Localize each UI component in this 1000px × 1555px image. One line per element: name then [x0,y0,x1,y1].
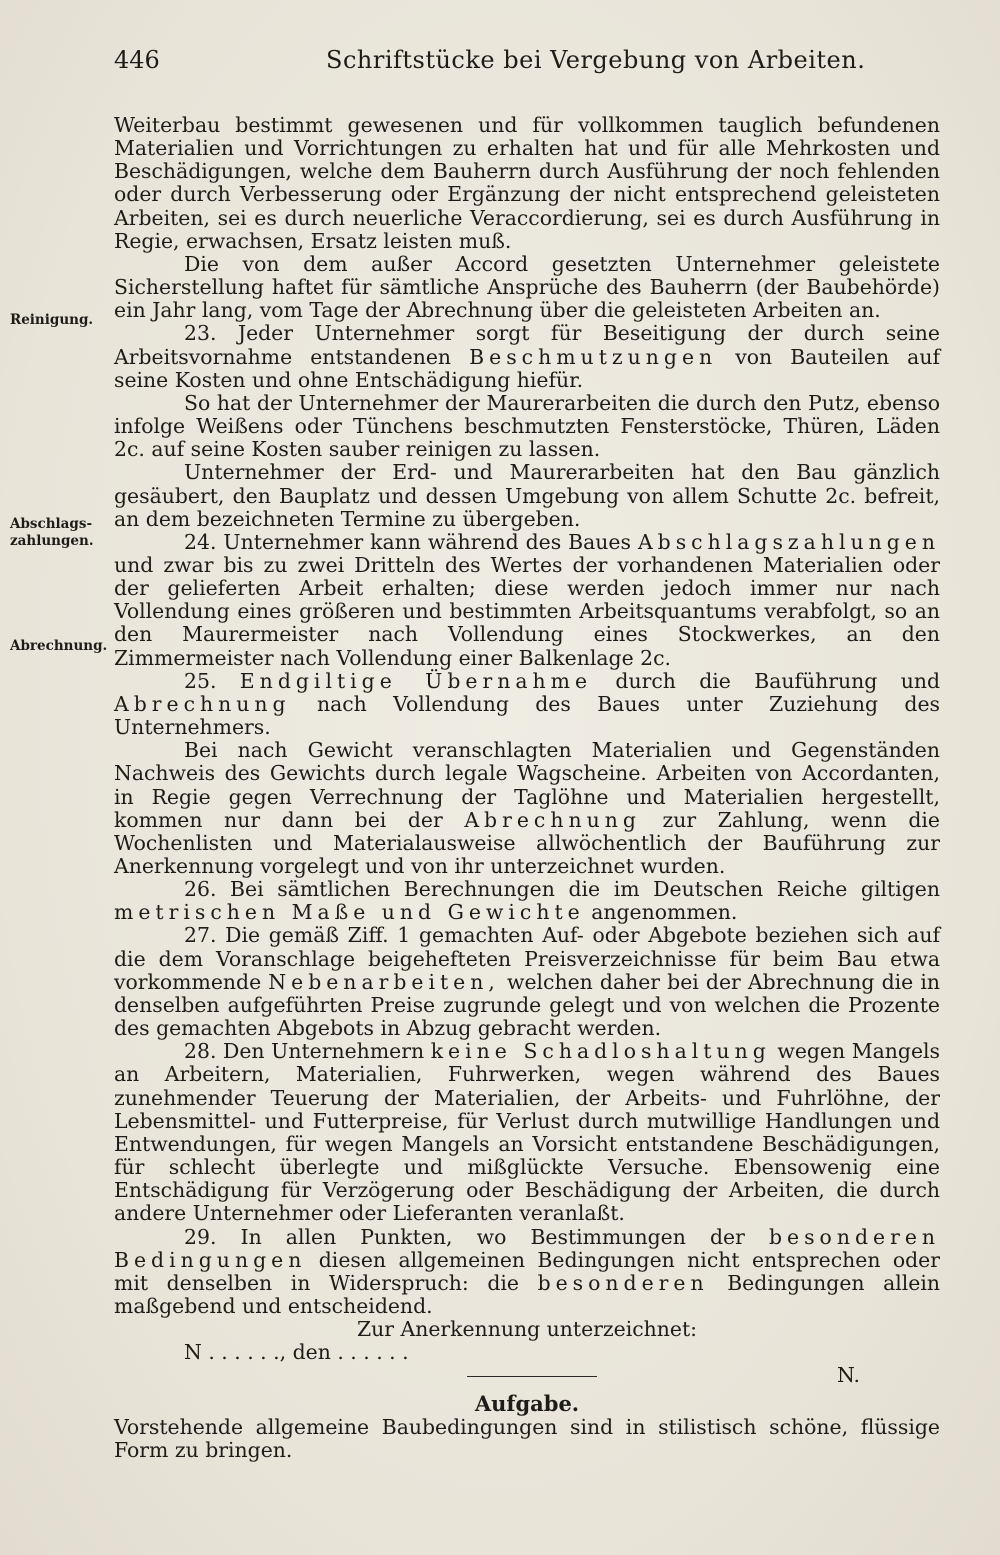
paragraph-security: Die von dem außer Accord gesetzten Unternehmer geleistete Sicherstellung haftet für sämtliche Ansprüche des Bauherrn (der Baubehörde) ein Jahr lang, vom Tage der Abrechnung über die geleisteten Arbeiten an. [114,251,940,323]
running-title: Schriftstücke bei Vergebung von Arbeiten. [326,46,866,74]
p29-text-1: 29. In allen Punkten, wo Bestimmungen der [184,1224,745,1249]
paragraph-23-3: Unternehmer der Erd- und Maurerarbeiten hat den Bau gänzlich gesäubert, den Bauplatz und dessen Umgebung von allem Schutte 2c. befreit, an dem bezeichneten Termine zu übergeben. [114,460,940,531]
paragraph-28 [114,1040,940,1225]
p28-spaced-term: keine Schadloshaltung [430,1039,771,1064]
p25-number: 25. [184,668,217,693]
p25-text-1: durch die Bauführung und [615,668,941,693]
paragraph-23 [114,322,940,391]
p25-2-text-2: zur Zahlung, wenn die Wochenlisten und Materialausweise allwöchentlich der Bauführung zur Anerkennung vorgelegt und von ihr unterzeichnet wurden. [114,807,940,878]
p29-text-2: diesen allgemeinen Bedingungen nicht entsprechen oder mit denselben in Widerspruch: die [114,1247,940,1295]
closing-rule [467,1376,597,1377]
paragraph-27 [114,924,940,1040]
p26-text-1: 26. Bei sämtlichen Berechnungen die im Deutschen Reiche giltigen [184,877,940,902]
paragraph-26 [114,878,940,924]
margin-note-abrechnung: Abrechnung. [10,638,108,654]
margin-note-abschlags: Abschlags- [10,516,93,532]
p25-text-2: nach Vollendung des Baues unter Zuziehung des Unternehmers. [114,691,940,740]
paragraph-25-2 [114,739,940,878]
p23-text-2: von Bauteilen auf seine Kosten und ohne Entschädigung hiefür. [114,344,941,392]
p24-text-1: 24. Unternehmer kann während des Baues [184,529,631,554]
signature: N. [836,1363,860,1388]
p24-text-2: und zwar bis zu zwei Dritteln des Wertes der vorhandenen Materialien oder der gelieferten Arbeit erhalten; diese werden jedoch immer nur nach Vollendung eines größeren und bestimmten Arbeitsquantums verabfolgt, so an den Maurermeister nach Vollendung eines Stockwerkes, an den Zimmermeister nach Vollendung einer Balkenlage 2c. [114,552,940,670]
p26-spaced-term: metrischen Maße und Gewichte [114,900,585,925]
margin-note-reinigung: Reinigung. [10,312,94,328]
p27-spaced-term: Nebenarbeiten, [268,969,500,994]
p27-text-2: welchen daher bei der Abrechnung die in denselben aufgeführten Preise zugrunde gelegt und von welchen die Prozente des gemachten Abgebots in Abzug gebracht werden. [114,969,940,1041]
paragraph-25 [114,670,940,739]
task-text: Vorstehende allgemeine Baubedingungen sind in stilistisch schöne, flüssige Form zu bringen. [114,1414,940,1462]
body-text [114,114,940,1462]
p29-spaced-term-1: besonderen Bedingungen [114,1224,941,1272]
recognition-line: Zur Anerkennung unterzeichnet: [356,1317,698,1342]
p25-spaced-term-2: Abrechnung [114,691,291,716]
paragraph-continuation: Weiterbau bestimmt gewesenen und für vollkommen tauglich befundenen Materialien und Vorrichtungen zu erhalten hat und für alle Mehrkosten und Beschädigungen, welche dem Bauherrn durch Ausführung der noch fehlenden oder durch Verbesserung oder Ergänzung der nicht entsprechend geleisteten Arbeiten, sei es durch neuerliche Veraccordierung, sei es durch Ausführung in Regie, erwachsen, Ersatz leisten muß. [114,113,940,253]
p23-spaced-term: Beschmutzungen [469,344,718,369]
p25-2-text-1: Bei nach Gewicht veranschlagten Materialien und Gegenständen Nachweis des Gewichts durch legale Wagscheine. Arbeiten von Accordanten, in Regie gegen Verrechnung der Taglöhne und Materialien hergestellt, kommen nur dann bei der [114,738,940,832]
p28-text-2: wegen Mangels an Arbeitern, Materialien, Fuhrwerken, wegen während des Baues zunehmender Teuerung der Materialien, der Arbeits- und Fuhrlöhne, der Lebensmittel- und Futterpreise, für Verlust durch mutwillige Handlungen und Entwendungen, für wegen Mangels an Vorsicht entstandene Beschädigungen, für schlecht überlegte und mißglückte Versuche. Ebensowenig eine Entschädigung für Verzögerung oder Beschädigung der Arbeiten, die durch andere Unternehmer oder Lieferanten veranlaßt. [114,1039,940,1226]
p27-text-1: 27. Die gemäß Ziff. 1 gemachten Auf- oder Abgebote beziehen sich auf die dem Voranschlage beigehefteten Preisverzeichnisse für beim Bau etwa vorkommende [114,923,940,994]
p23-text-1: 23. Jeder Unternehmer sorgt für Beseitigung der durch seine Arbeitsvornahme entstandenen [114,321,940,369]
margin-note-zahlungen: zahlungen. [10,533,94,549]
p29-text-3: Bedingungen allein maßgebend und entscheidend. [114,1270,941,1318]
page-number: 446 [114,46,160,74]
paragraph-29 [114,1226,940,1319]
p26-text-2: angenommen. [591,900,738,925]
paragraph-24 [114,531,940,670]
p25-2-spaced-term: Abrechnung [464,807,641,832]
page-header [114,46,940,80]
p28-text-1: 28. Den Unternehmern [184,1039,425,1064]
p24-spaced-term: Abschlagszahlungen [637,529,940,554]
p29-spaced-term-2: besonderen [537,1270,709,1295]
task-heading: Aufgabe. [474,1391,580,1417]
place-date-line: N . . . . . ., den . . . . . . [184,1340,409,1365]
paragraph-23-2: So hat der Unternehmer der Maurerarbeiten die durch den Putz, ebenso infolge Weißens oder Tünchens beschmutzten Fensterstöcke, Thüren, Läden 2c. auf seine Kosten sauber reinigen zu lassen. [114,390,940,462]
p25-spaced-term-1: Endgiltige Übernahme [239,668,593,693]
